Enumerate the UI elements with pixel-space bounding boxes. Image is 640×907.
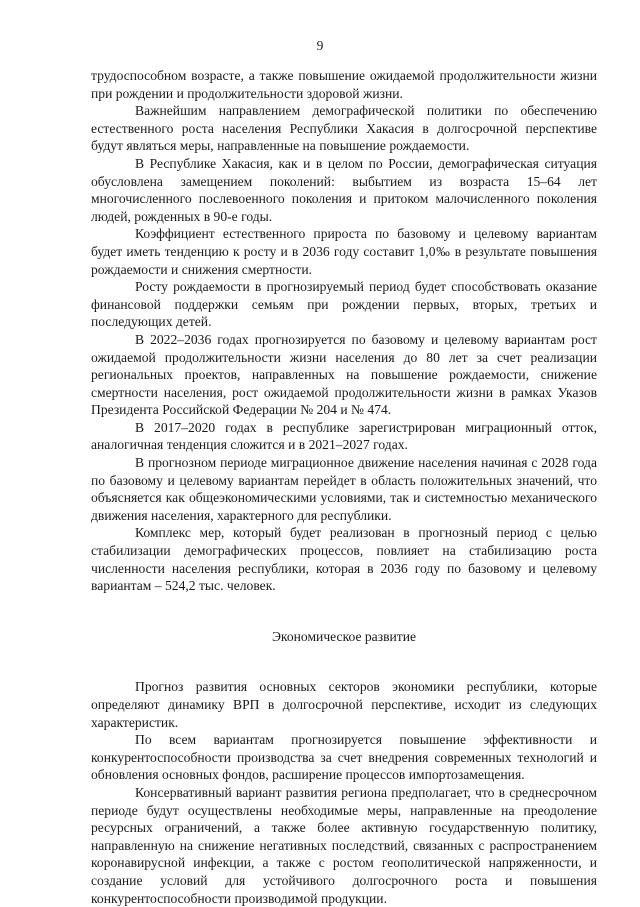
- paragraph: Росту рождаемости в прогнозируемый период будет способствовать оказание финансовой поддержки семьям при рождении первых, вторых, третьих и последующих детей.: [91, 279, 597, 330]
- paragraph: В прогнозном периоде миграционное движение населения начиная с 2028 года по базовому и целевому вариантам перейдет в область положительных значений, что объясняется как общеэкономическими условиями, так и системностью механического движения населения, характерного для республики.: [91, 455, 597, 523]
- section-heading: Экономическое развитие: [271, 628, 417, 644]
- paragraph: В 2022–2036 годах прогнозируется по базовому и целевому вариантам рост ожидаемой продолжительности жизни населения до 80 лет за счет реализации региональных проектов, направленных на повышение рождаемости, снижение смертности населения, рост ожидаемой продолжительности жизни в рамках Указов Президента Российской Федерации № 204 и № 474.: [91, 331, 597, 418]
- page-number: 9: [316, 38, 324, 53]
- paragraph: Коэффициент естественного прироста по базовому и целевому вариантам будет иметь тенденцию к росту и в 2036 году составит 1,0‰ в результате повышения рождаемости и снижения смертности.: [91, 226, 597, 277]
- document-body: [91, 67, 597, 907]
- paragraph-continuation: трудоспособном возрасте, а также повышение ожидаемой продолжительности жизни при рождении и продолжительности здоровой жизни.: [91, 68, 597, 101]
- paragraph: По всем вариантам прогнозируется повышение эффективности и конкурентоспособности производства за счет внедрения современных технологий и обновления основных фондов, расширение процессов импортозамещения.: [91, 732, 597, 783]
- paragraph: В Республике Хакасия, как и в целом по России, демографическая ситуация обусловлена замещением поколений: выбытием из возраста 15–64 лет многочисленного послевоенного поколения и притоком малочисленного поколения людей, рожденных в 90-е годы.: [91, 155, 597, 224]
- paragraph: Комплекс мер, который будет реализован в прогнозный период с целью стабилизации демографических процессов, повлияет на стабилизацию роста численности населения республики, которая в 2036 году по базовому и целевому вариантам – 524,2 тыс. человек.: [91, 525, 597, 594]
- paragraph: Прогноз развития основных секторов экономики республики, которые определяют динамику ВРП в долгосрочной перспективе, исходит из следующих характеристик.: [91, 679, 597, 730]
- paragraph: Консервативный вариант развития региона предполагает, что в среднесрочном периоде будут осуществлены необходимые меры, направленные на преодоление ресурсных ограничений, а также более активную государственную политику, направленную на снижение негативных последствий, связанных с распространением коронавирусной инфекции, а также с ростом геополитической напряженности, и создание условий для устойчивого долгосрочного роста и повышения конкурентоспособности производимой продукции.: [91, 784, 597, 906]
- paragraph: В 2017–2020 годах в республике зарегистрирован миграционный отток, аналогичная тенденция сложится и в 2021–2027 годах.: [91, 419, 597, 453]
- paragraph: Важнейшим направлением демографической политики по обеспечению естественного роста населения Республики Хакасия в долгосрочной перспективе будут являться меры, направленные на повышение рождаемости.: [91, 103, 597, 154]
